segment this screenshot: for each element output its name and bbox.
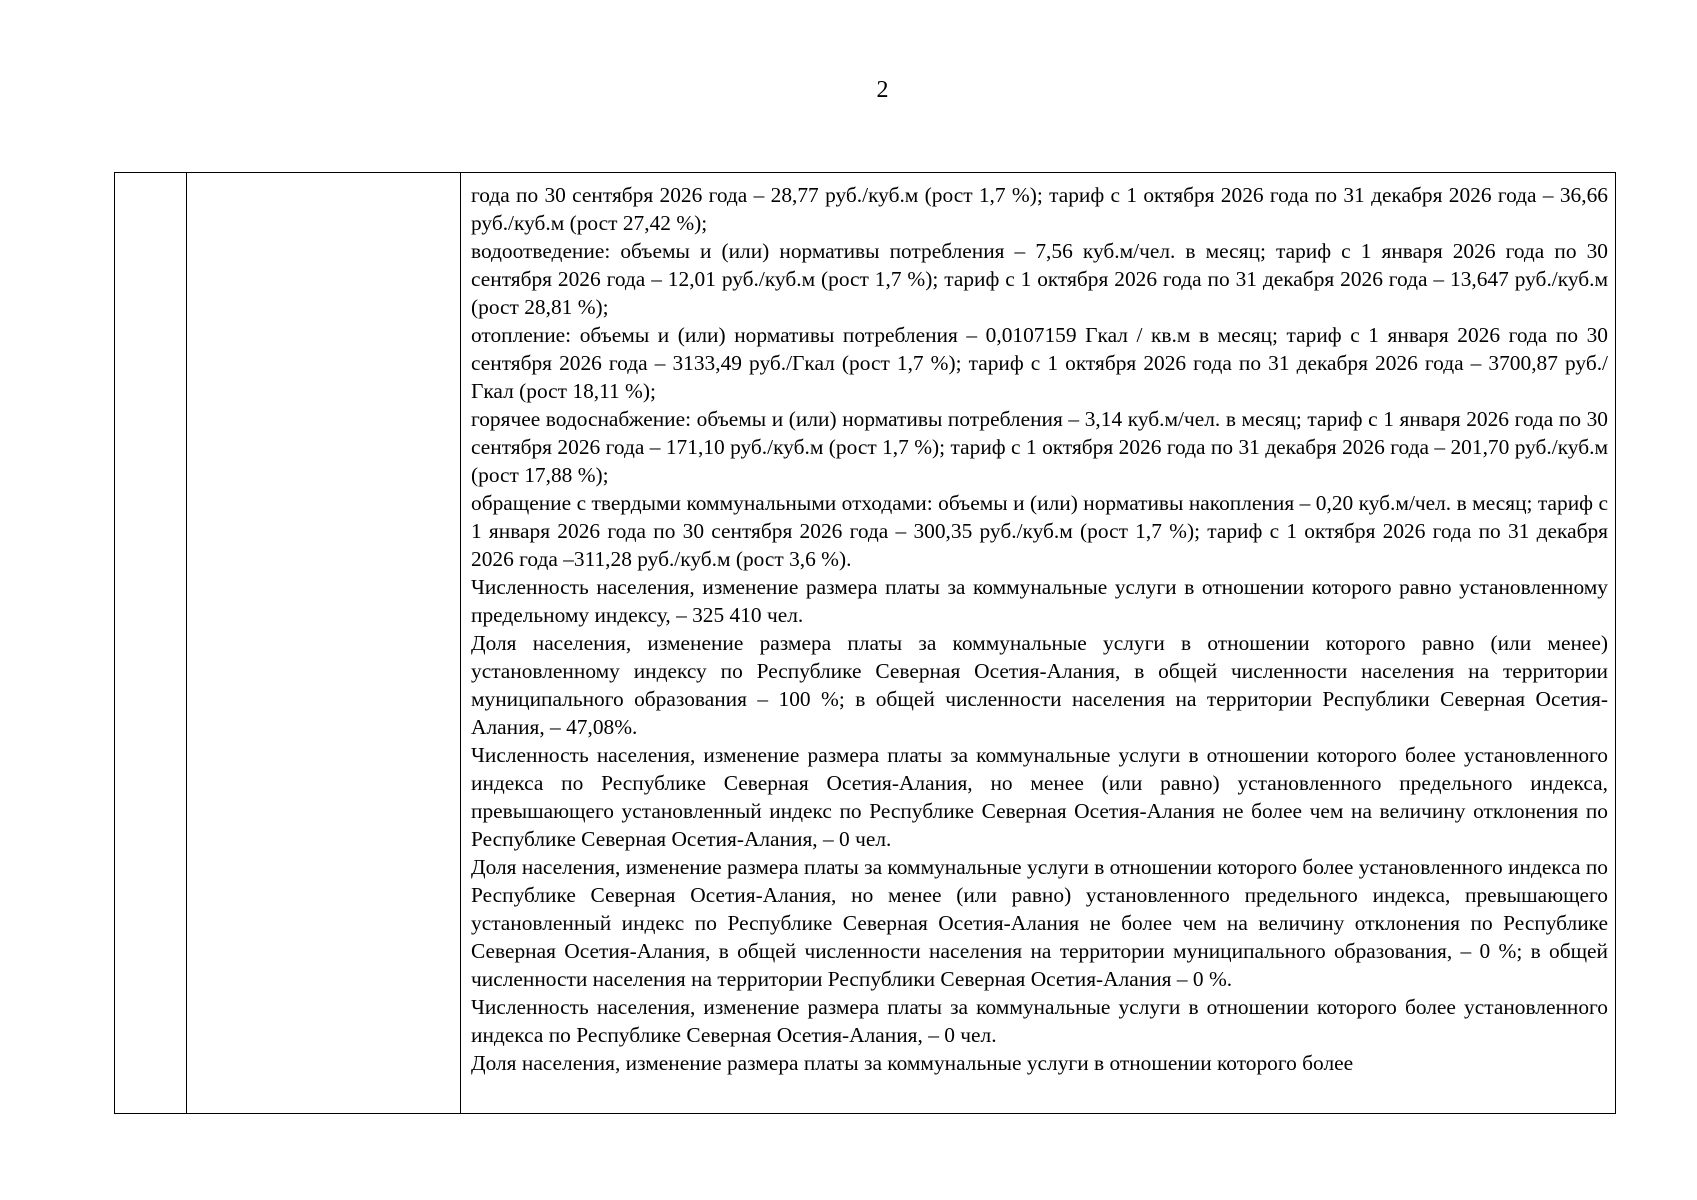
description-text (461, 173, 1615, 1107)
paragraph-solid-waste: обращение с твердыми коммунальными отходами: объемы и (или) нормативы накопления – 0,20 куб.м/чел. в месяц; тариф с 1 января 2026 года по 30 сентября 2026 года – 300,35 руб./куб.м (рост 1,7 %); тариф с 1 октября 2026 года по 31 декабря 2026 года –311,28 руб./куб.м (рост 3,6 %). (471, 491, 1608, 571)
paragraph-heating: отопление: объемы и (или) нормативы потребления – 0,0107159 Гкал / кв.м в месяц; тариф с 1 января 2026 года по 30 сентября 2026 года – 3133,49 руб./Гкал (рост 1,7 %); тариф с 1 октября 2026 года по 31 декабря 2026 года – 3700,87 руб./Гкал (рост 18,11 %); (471, 323, 1608, 403)
paragraph-population-share-above: Доля населения, изменение размера платы за коммунальные услуги в отношении которого более (471, 1051, 1354, 1075)
paragraph-population-share-equal: Доля населения, изменение размера платы за коммунальные услуги в отношении которого равно (или менее) установленному индексу по Республике Северная Осетия-Алания, в общей численности населения на территории муниципального образования – 100 %; в общей численности населения на территории Республики Северная Осетия-Алания, – 47,08%. (471, 631, 1608, 739)
paragraph-population-count-above: Численность населения, изменение размера платы за коммунальные услуги в отношении которого более установленного индекса по Республике Северная Осетия-Алания, – 0 чел. (471, 995, 1608, 1047)
paragraph-population-count-equal: Численность населения, изменение размера платы за коммунальные услуги в отношении которого равно установленному предельному индексу, – 325 410 чел. (471, 575, 1608, 627)
table-cell-number (115, 173, 187, 1114)
paragraph-hot-water: горячее водоснабжение: объемы и (или) нормативы потребления – 3,14 куб.м/чел. в месяц; тариф с 1 января 2026 года по 30 сентября 2026 года – 171,10 руб./куб.м (рост 1,7 %); тариф с 1 октября 2026 года по 31 декабря 2026 года – 201,70 руб./куб.м (рост 17,88 %); (471, 407, 1608, 487)
table-row (115, 173, 1616, 1114)
paragraph-water-supply-tariff: года по 30 сентября 2026 года – 28,77 руб./куб.м (рост 1,7 %); тариф с 1 октября 2026 года по 31 декабря 2026 года – 36,66 руб./куб.м (рост 27,42 %); (471, 183, 1608, 235)
table-cell-name (187, 173, 461, 1114)
paragraph-population-count-between: Численность населения, изменение размера платы за коммунальные услуги в отношении которого более установленного индекса по Республике Северная Осетия-Алания, но менее (или равно) установленного предельного индекса, превышающего установленный индекс по Республике Северная Осетия-Алания не более чем на величину отклонения по Республике Северная Осетия-Алания, – 0 чел. (471, 743, 1608, 851)
table-cell-description (461, 173, 1616, 1114)
paragraph-population-share-between: Доля населения, изменение размера платы за коммунальные услуги в отношении которого более установленного индекса по Республике Северная Осетия-Алания, но менее (или равно) установленного предельного индекса, превышающего установленный индекс по Республике Северная Осетия-Алания не более чем на величину отклонения по Республике Северная Осетия-Алания, в общей численности населения на территории муниципального образования, – 0 %; в общей численности населения на территории Республики Северная Осетия-Алания – 0 %. (471, 855, 1608, 991)
paragraph-wastewater: водоотведение: объемы и (или) нормативы потребления – 7,56 куб.м/чел. в месяц; тариф с 1 января 2026 года по 30 сентября 2026 года – 12,01 руб./куб.м (рост 1,7 %); тариф с 1 октября 2026 года по 31 декабря 2026 года – 13,647 руб./куб.м (рост 28,81 %); (471, 239, 1608, 319)
page-number: 2 (876, 77, 889, 103)
content-table (114, 172, 1616, 1114)
